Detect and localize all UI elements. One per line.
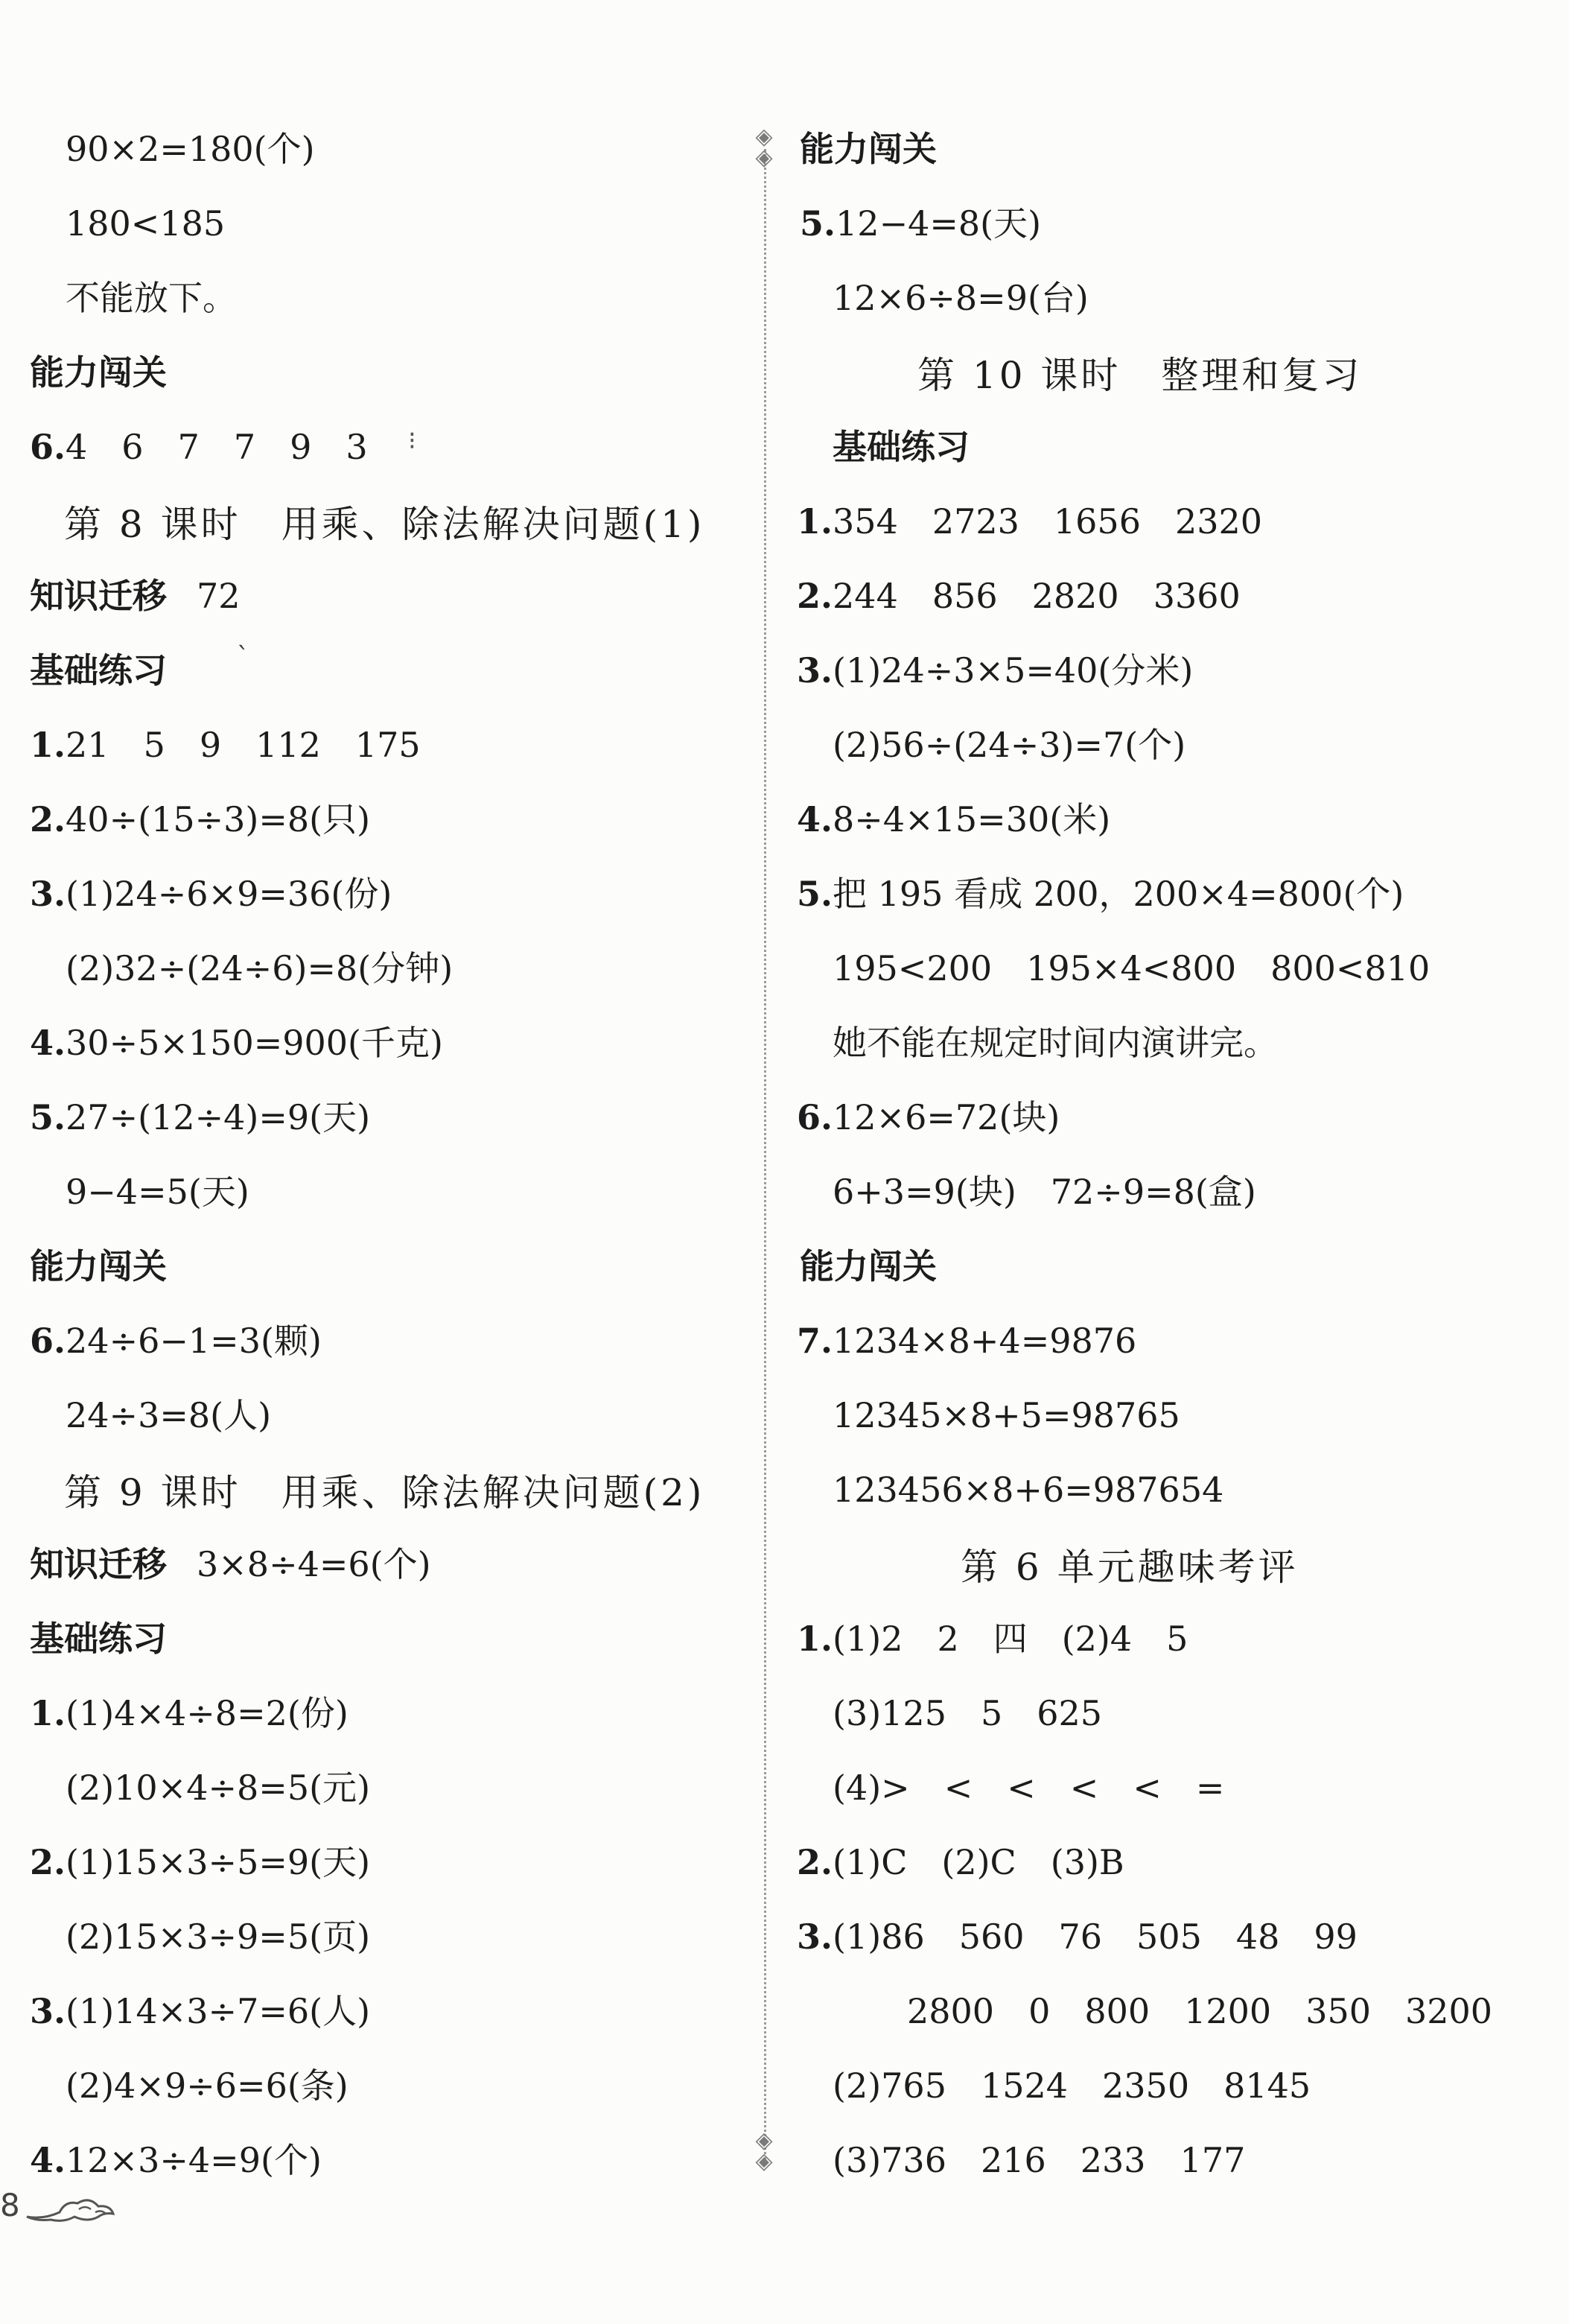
stray-mark: ˋ [237,642,249,672]
answer-line: (3)736 216 233 177 [833,2140,1246,2180]
answer-line: 不能放下。 [66,278,237,318]
answer-text: (1)2 2 四 (2)4 5 [833,1619,1188,1659]
answer-text: 72 [197,576,241,616]
column-divider [764,149,766,2160]
question-number: 3. [30,874,66,914]
section-heading: 知识迁移 [30,576,167,616]
question-number: 2. [797,1842,833,1882]
answer-line: 2800 0 800 1200 350 3200 [907,1991,1493,2031]
question-1 [797,1616,1188,1661]
section-heading: 知识迁移 [30,1544,167,1584]
answer-line: 9−4=5(天) [66,1172,249,1212]
answer-text: 244 856 2820 3360 [833,576,1241,616]
diamond-ornament-icon: ◈ ◈ [755,2127,773,2174]
answer-text: (1)14×3÷7=6(人) [66,1991,371,2031]
question-number: 2. [30,799,66,839]
unit-review-title: 第 6 单元趣味考评 [961,1546,1299,1589]
question-number: 5. [797,874,833,914]
question-4 [30,1020,443,1065]
answer-line: 6+3=9(块) 72÷9=8(盒) [833,1172,1256,1212]
question-4 [797,797,1110,842]
question-5 [797,872,1404,916]
answer-line: 90×2=180(个) [66,129,315,169]
section-heading: 基础练习 [833,427,970,467]
question-4 [30,2138,322,2182]
answer-text: 12×3÷4=9(个) [66,2140,322,2180]
question-number: 2. [797,576,833,616]
question-number: 2. [30,1842,66,1882]
answer-text: 21 5 9 112 175 [66,725,421,765]
question-5 [30,1095,370,1140]
knowledge-transfer-row [30,574,241,618]
lesson-title: 第 8 课时 用乘、除法解决问题(1) [64,503,705,546]
answer-text: (1)4×4÷8=2(份) [66,1693,349,1733]
knowledge-transfer-row [30,1542,431,1587]
answer-line: (3)125 5 625 [833,1693,1103,1733]
answer-text: 把 195 看成 200，200×4=800(个) [833,874,1404,914]
question-number: 3. [30,1991,66,2031]
question-number: 4. [30,1023,66,1063]
answer-line: (2)15×3÷9=5(页) [66,1917,371,1957]
question-5 [800,201,1041,246]
section-heading: 能力闯关 [30,352,167,393]
question-number: 4. [797,799,833,839]
question-7 [797,1318,1136,1363]
answer-text: 40÷(15÷3)=8(只) [66,799,371,839]
question-number: 6. [797,1097,833,1137]
question-number: 3. [797,1917,833,1957]
question-1 [30,723,421,767]
answer-line: (2)56÷(24÷3)=7(个) [833,725,1186,765]
question-6 [30,425,368,469]
cloud-ornament-icon [21,2190,125,2227]
answer-line: 12×6÷8=9(台) [833,278,1089,318]
answer-line: 180<185 [66,203,226,244]
answer-line: 123456×8+6=987654 [833,1470,1224,1510]
answer-text: (1)15×3÷5=9(天) [66,1842,371,1882]
section-heading: 能力闯关 [800,129,937,169]
question-2 [797,1840,1124,1885]
question-3 [797,1914,1358,1959]
question-number: 4. [30,2140,66,2180]
answer-text: 3×8÷4=6(个) [197,1544,431,1584]
answer-text: 354 2723 1656 2320 [833,501,1263,542]
question-1 [30,1691,349,1736]
answer-text: (1)24÷3×5=40(分米) [833,650,1194,690]
answer-text: 8÷4×15=30(米) [833,799,1111,839]
answer-text: 12−4=8(天) [836,203,1042,244]
question-6 [797,1095,1060,1140]
answer-line: (4)> < < < < = [833,1768,1225,1808]
question-3 [797,648,1193,693]
answer-line: (2)32÷(24÷6)=8(分钟) [66,948,453,988]
question-2 [797,574,1241,618]
section-heading: 能力闯关 [800,1246,937,1286]
answer-text: 30÷5×150=900(千克) [66,1023,443,1063]
answer-line: 195<200 195×4<800 800<810 [833,948,1430,988]
section-heading: 能力闯关 [30,1246,167,1286]
lesson-title: 第 9 课时 用乘、除法解决问题(2) [64,1471,705,1514]
question-number: 1. [797,501,833,542]
question-number: 6. [30,1321,66,1361]
question-number: 6. [30,427,66,467]
answer-line: 她不能在规定时间内演讲完。 [833,1023,1278,1063]
answer-text: 4 6 7 7 9 3 [66,427,368,467]
question-number: 1. [30,725,66,765]
diamond-ornament-icon: ◈ ◈ [755,124,773,171]
question-number: 1. [797,1619,833,1659]
question-6 [30,1318,322,1363]
question-1 [797,499,1262,544]
answer-line: 12345×8+5=98765 [833,1395,1180,1435]
answer-line: (2)4×9÷6=6(条) [66,2066,349,2106]
answer-text: (1)C (2)C (3)B [833,1842,1124,1882]
answer-line: (2)10×4÷8=5(元) [66,1768,371,1808]
stray-mark: ⁝ [408,426,416,456]
answer-line: (2)765 1524 2350 8145 [833,2066,1311,2106]
answer-text: (1)24÷6×9=36(份) [66,874,392,914]
page-number: 8 [0,2187,20,2223]
answer-text: 24÷6−1=3(颗) [66,1321,322,1361]
answer-text: 27÷(12÷4)=9(天) [66,1097,371,1137]
lesson-title: 第 10 课时 整理和复习 [917,354,1363,397]
section-heading: 基础练习 [30,1619,167,1659]
question-2 [30,797,370,842]
answer-text: 1234×8+4=9876 [833,1321,1137,1361]
answer-line: 24÷3=8(人) [66,1395,272,1435]
question-number: 3. [797,650,833,690]
question-3 [30,1989,370,2034]
answer-text: (1)86 560 76 505 48 99 [833,1917,1358,1957]
section-heading: 基础练习 [30,650,167,690]
question-3 [30,872,392,916]
answer-text: 12×6=72(块) [833,1097,1060,1137]
question-number: 1. [30,1693,66,1733]
question-number: 5. [800,203,836,244]
question-number: 5. [30,1097,66,1137]
question-number: 7. [797,1321,833,1361]
question-2 [30,1840,370,1885]
